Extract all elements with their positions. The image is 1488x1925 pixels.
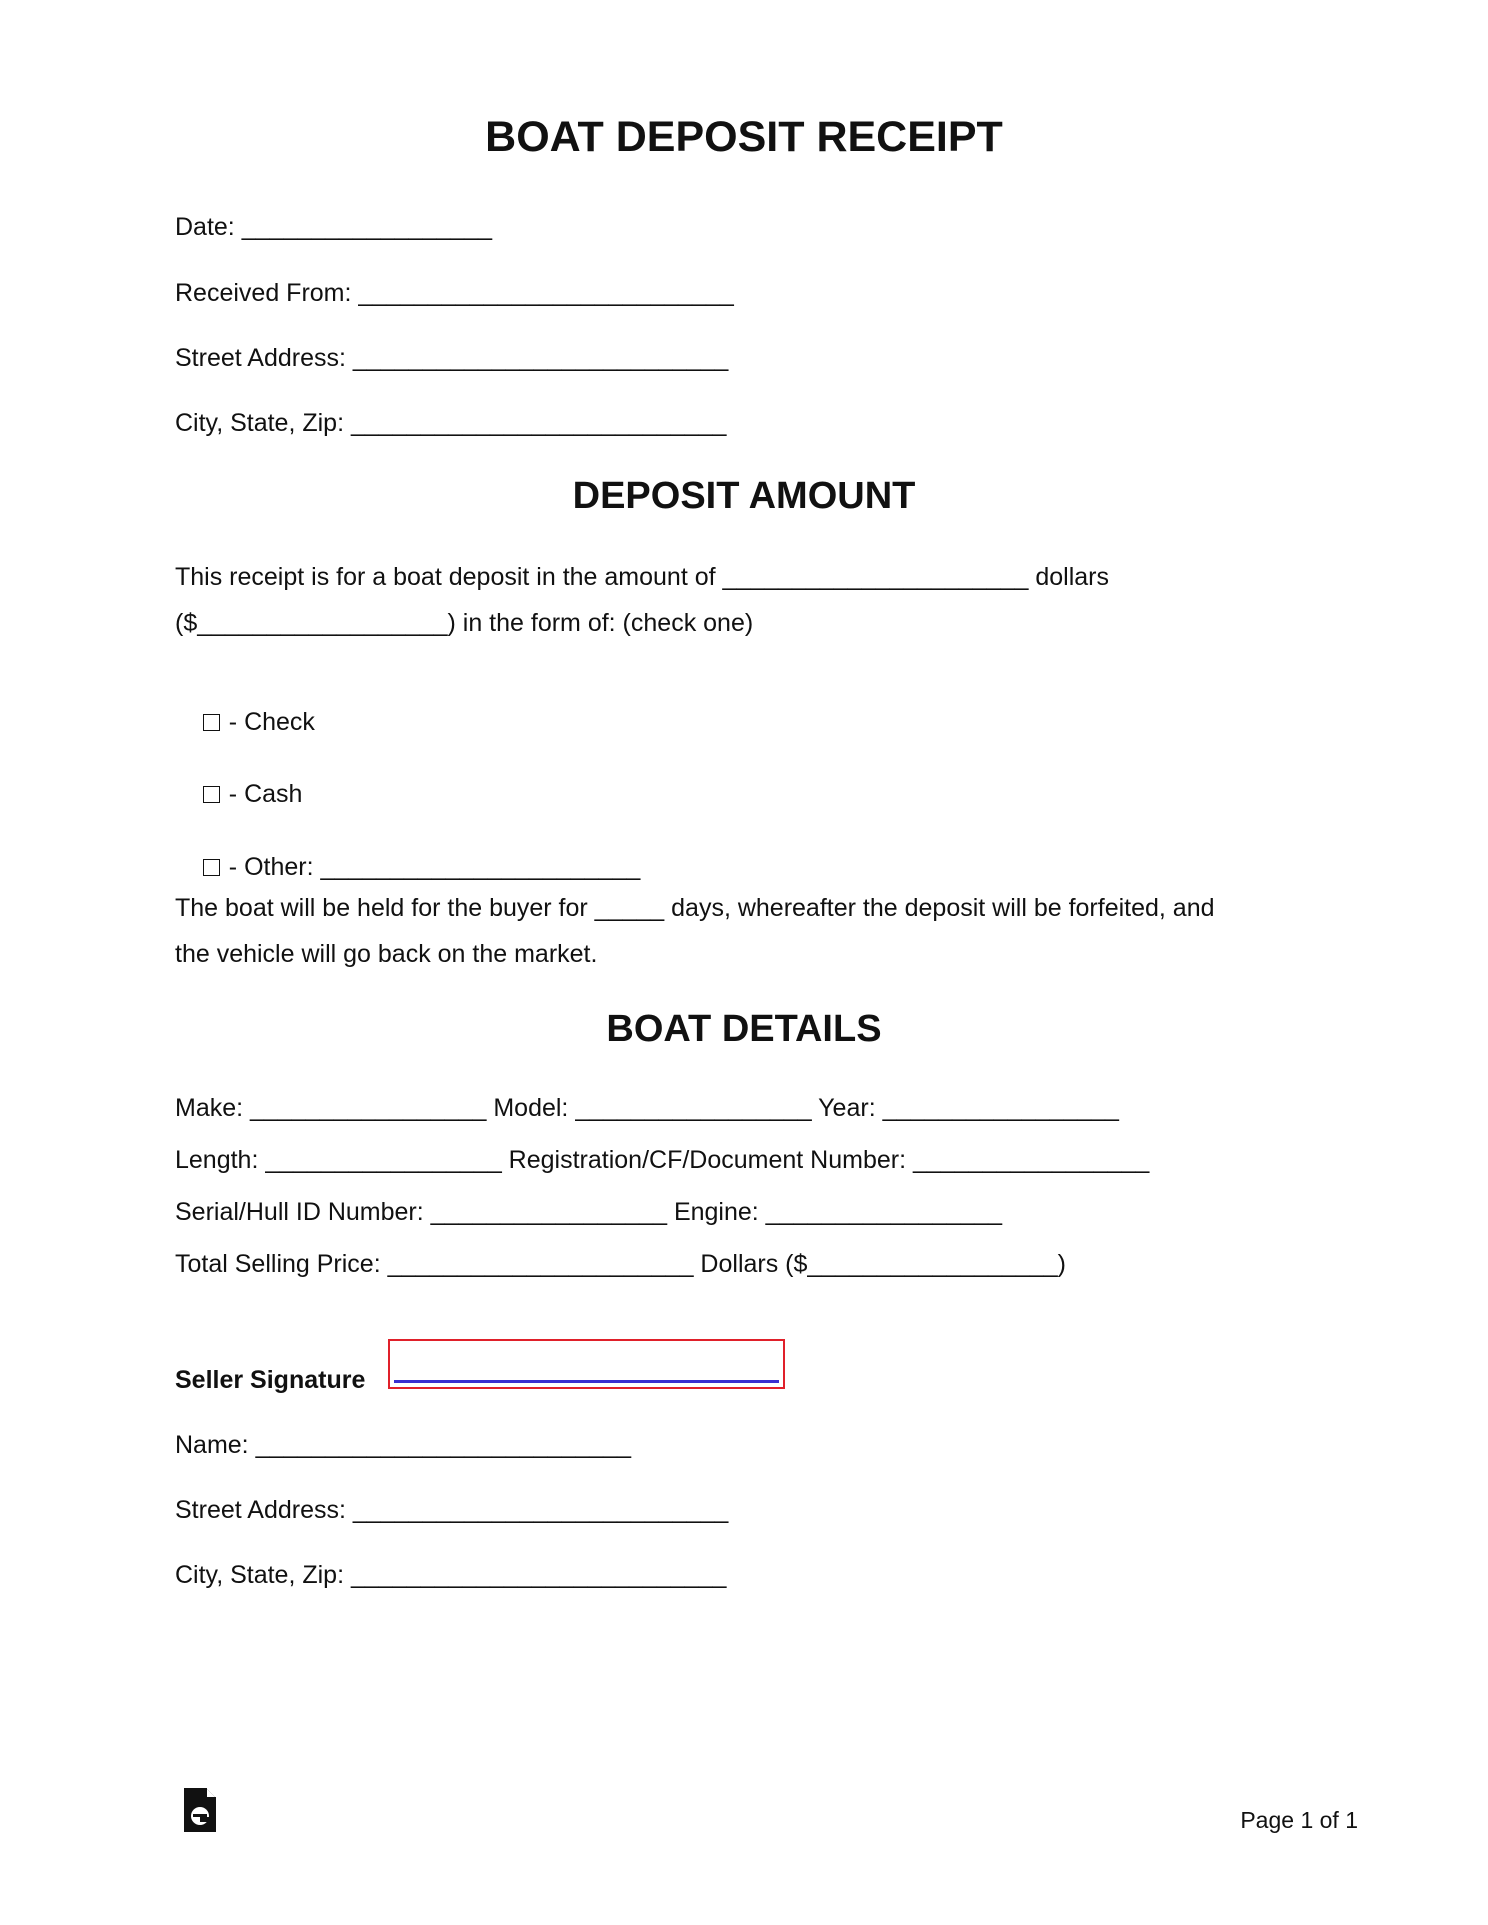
city-state-zip-field: City, State, Zip: ___________________________ [175, 409, 727, 437]
checkbox-icon[interactable] [203, 714, 220, 731]
option-cash-label: - Cash [228, 780, 303, 808]
seller-city-state-zip-field: City, State, Zip: ___________________________ [175, 1561, 727, 1589]
checkbox-icon[interactable] [203, 786, 220, 803]
boat-details-heading: BOAT DETAILS [606, 1008, 882, 1050]
seller-name-field: Name: ___________________________ [175, 1431, 631, 1459]
deposit-paragraph-line-2: ($__________________) in the form of: (check one) [175, 609, 754, 637]
boat-details-row-selling-price: Total Selling Price: ______________________ Dollars ($__________________) [175, 1250, 1066, 1278]
option-check-label: - Check [228, 708, 315, 736]
eforms-logo-icon [182, 1786, 218, 1834]
date-field: Date: __________________ [175, 213, 492, 241]
page-number: Page 1 of 1 [1240, 1807, 1358, 1833]
document-title: BOAT DEPOSIT RECEIPT [485, 113, 1003, 161]
checkbox-icon[interactable] [203, 859, 220, 876]
street-address-field: Street Address: ___________________________ [175, 344, 729, 372]
signature-underline [394, 1380, 779, 1383]
seller-street-address-field: Street Address: ___________________________ [175, 1496, 729, 1524]
deposit-paragraph-line-1: This receipt is for a boat deposit in the amount of ______________________ dollars [175, 563, 1109, 591]
boat-details-row-length-registration: Length: _________________ Registration/CF/Document Number: _________________ [175, 1146, 1150, 1174]
deposit-amount-heading: DEPOSIT AMOUNT [572, 475, 916, 517]
seller-signature-field[interactable] [388, 1339, 785, 1389]
seller-signature-label: Seller Signature [175, 1366, 366, 1394]
hold-paragraph-line-2: the vehicle will go back on the market. [175, 940, 598, 968]
received-from-field: Received From: ___________________________ [175, 279, 734, 307]
hold-paragraph-line-1: The boat will be held for the buyer for _____ days, whereafter the deposit will be forfeited, and [175, 894, 1215, 922]
boat-details-row-serial-engine: Serial/Hull ID Number: _________________ Engine: _________________ [175, 1198, 1003, 1226]
option-other-label: - Other: _______________________ [228, 853, 641, 881]
boat-details-row-make-model-year: Make: _________________ Model: _________________ Year: _________________ [175, 1094, 1119, 1122]
